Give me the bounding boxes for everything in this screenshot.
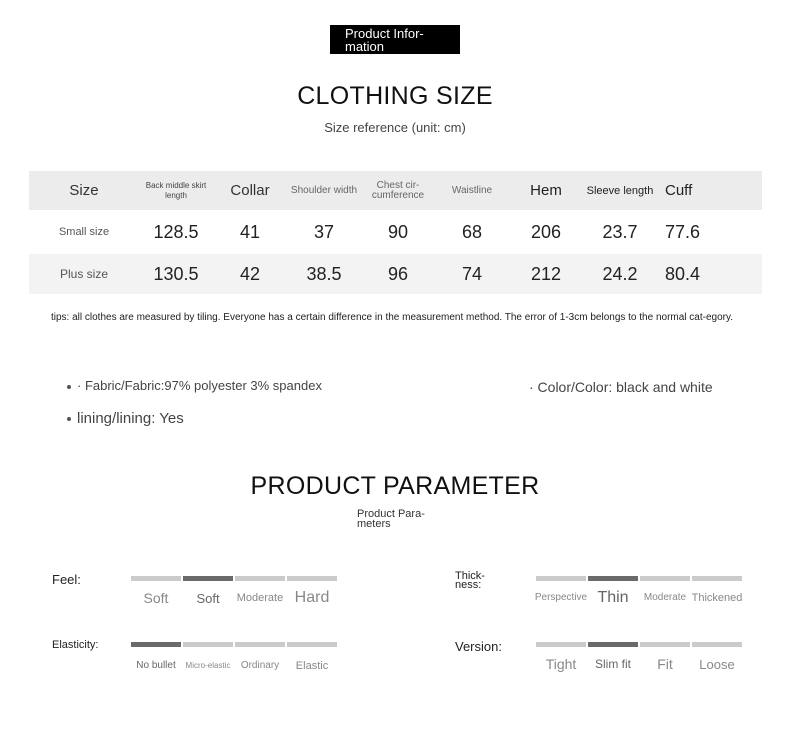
feel-option-label: Soft xyxy=(196,590,220,606)
elasticity-option-label: No bullet xyxy=(136,660,176,671)
fabric-info xyxy=(67,378,322,393)
thickness-bar-4 xyxy=(692,576,742,581)
lining-text: lining/lining: Yes xyxy=(77,410,184,427)
table-row xyxy=(29,254,762,294)
thickness-option-label: Moderate xyxy=(643,592,687,603)
feel-bar-2 xyxy=(183,576,233,581)
feel-option-label: Moderate xyxy=(236,591,284,604)
column-header: Collar xyxy=(230,181,270,199)
elasticity-option-label: Ordinary xyxy=(240,660,280,671)
table-cell: 206 xyxy=(530,221,562,242)
version-option-label: Slim fit xyxy=(595,657,631,671)
elasticity-option-label: Elastic xyxy=(295,659,329,672)
column-header: Back middle skirt length xyxy=(145,180,207,200)
table-row xyxy=(29,210,762,254)
table-cell: 90 xyxy=(387,221,409,242)
table-cell: 24.2 xyxy=(602,263,638,284)
table-header-row xyxy=(29,171,762,210)
table-cell: 23.7 xyxy=(602,221,638,242)
row-label: Small size xyxy=(58,226,110,238)
table-cell: 68 xyxy=(461,221,483,242)
elasticity-bar-2 xyxy=(183,642,233,647)
table-cell: 128.5 xyxy=(153,221,199,242)
version-option-label: Tight xyxy=(545,656,577,672)
table-cell: 96 xyxy=(387,263,409,284)
version-bar-4 xyxy=(692,642,742,647)
feel-label: Feel: xyxy=(52,572,81,587)
product-parameters-subtitle: Product Para-meters xyxy=(357,508,425,530)
bullet-icon xyxy=(67,417,71,421)
column-header: Size xyxy=(69,181,99,199)
column-header: Hem xyxy=(530,181,562,199)
lining-info xyxy=(67,410,184,427)
thickness-bar-3 xyxy=(640,576,690,581)
product-information-badge: Product Infor-mation xyxy=(330,25,460,54)
feel-bar-4 xyxy=(287,576,337,581)
table-cell: 37 xyxy=(313,221,335,242)
color-info: · Color/Color: black and white xyxy=(529,379,713,395)
bullet-icon xyxy=(67,385,71,389)
thickness-option-label: Thickened xyxy=(691,591,743,604)
table-cell: 212 xyxy=(530,263,562,284)
fabric-text: · Fabric/Fabric:97% polyester 3% spandex xyxy=(77,378,322,393)
table-cell: 41 xyxy=(239,221,261,242)
elasticity-bar-4 xyxy=(287,642,337,647)
version-option-label: Fit xyxy=(657,656,673,672)
feel-option-label: Hard xyxy=(294,589,330,606)
thickness-option-label: Perspective xyxy=(534,592,588,603)
thickness-label: Thick-ness: xyxy=(455,570,485,591)
elasticity-label: Elasticity: xyxy=(52,639,99,651)
feel-bar-3 xyxy=(235,576,285,581)
column-header: Chest cir-cumference xyxy=(371,179,425,201)
column-header: Cuff xyxy=(665,181,693,199)
thickness-bar-2 xyxy=(588,576,638,581)
feel-option-label: Soft xyxy=(143,590,169,606)
table-cell: 80.4 xyxy=(665,263,701,284)
row-label: Plus size xyxy=(59,267,109,281)
measurement-tips: tips: all clothes are measured by tiling. Everyone has a certain difference in the measurement method. The error of 1-3cm belongs to the normal cat-egory. xyxy=(51,312,734,323)
table-cell: 38.5 xyxy=(306,263,342,284)
table-cell: 74 xyxy=(461,263,483,284)
feel-bar-1 xyxy=(131,576,181,581)
table-cell: 130.5 xyxy=(153,263,199,284)
elasticity-bar-3 xyxy=(235,642,285,647)
elasticity-bar-1 xyxy=(131,642,181,647)
clothing-size-title: CLOTHING SIZE xyxy=(297,82,493,110)
size-table xyxy=(29,171,762,294)
table-cell: 77.6 xyxy=(665,221,701,242)
product-parameter-title: PRODUCT PARAMETER xyxy=(250,472,540,500)
version-option-label: Loose xyxy=(699,656,735,672)
thickness-bar-1 xyxy=(536,576,586,581)
size-reference-subtitle: Size reference (unit: cm) xyxy=(324,120,466,135)
version-bar-3 xyxy=(640,642,690,647)
version-bar-2 xyxy=(588,642,638,647)
column-header: Sleeve length xyxy=(586,184,654,197)
version-label: Version: xyxy=(455,639,502,654)
thickness-option-label: Thin xyxy=(597,589,629,606)
column-header: Waistline xyxy=(451,184,493,196)
column-header: Shoulder width xyxy=(290,184,358,196)
version-bar-1 xyxy=(536,642,586,647)
table-cell: 42 xyxy=(239,263,261,284)
elasticity-option-label: Micro-elastic xyxy=(185,661,231,670)
